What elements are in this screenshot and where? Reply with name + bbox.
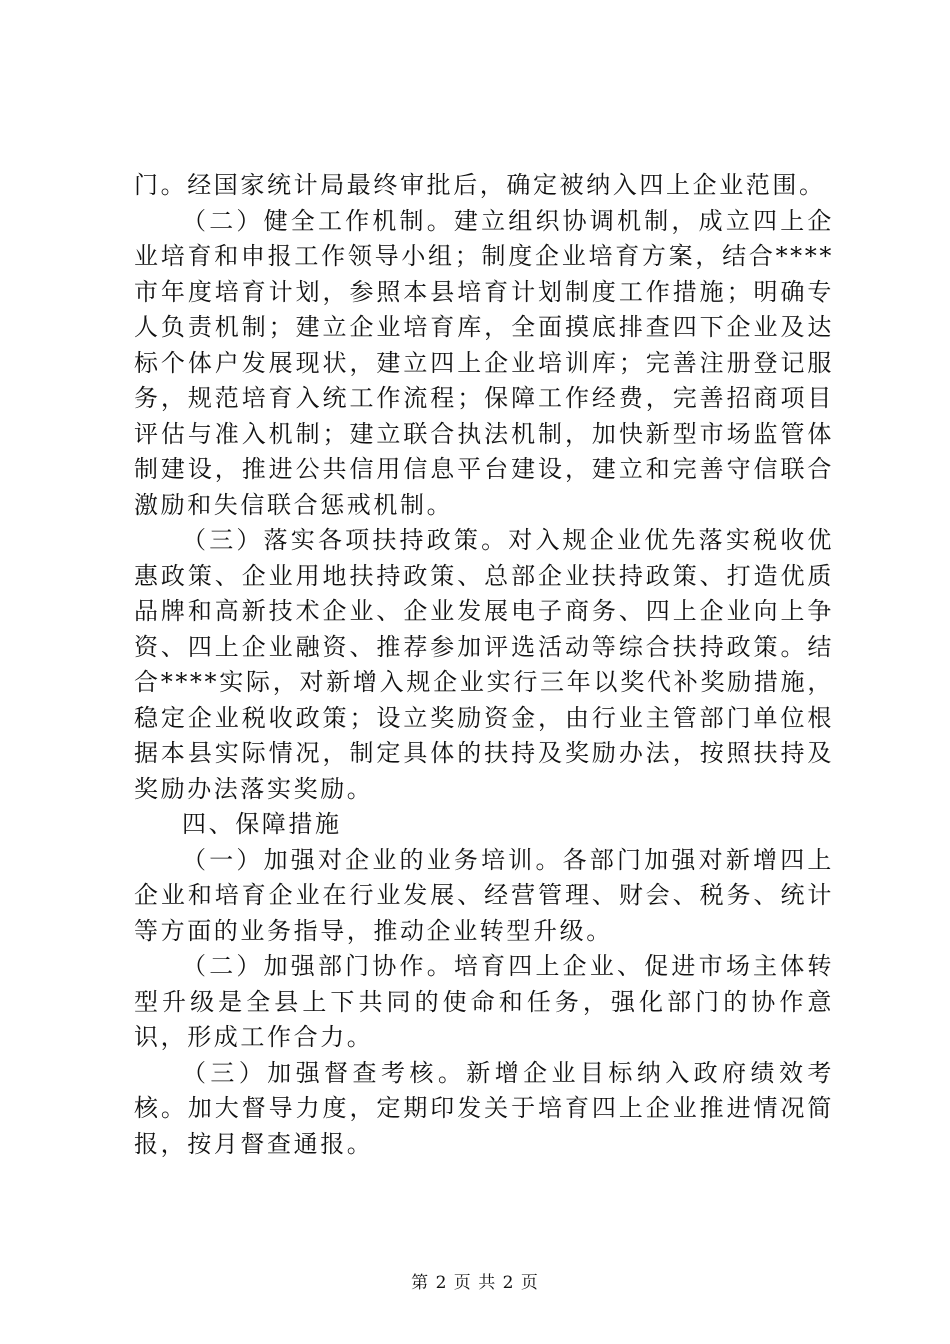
paragraph-support-policy: （三）落实各项扶持政策。对入规企业优先落实税收优惠政策、企业用地扶持政策、总部企业扶持政策、打造优质品牌和高新技术企业、企业发展电子商务、四上企业向上争资、四上企业融资、推荐参加评选活动等综合扶持政策。结合****实际，对新增入规企业实行三年以奖代补奖励措施，稳定企业税收政策；设立奖励资金，由行业主管部门单位根据本县实际情况，制定具体的扶持及奖励办法，按照扶持及奖励办法落实奖励。 <box>134 526 834 803</box>
paragraph-continuation: 门。经国家统计局最终审批后，确定被纳入四上企业范围。 <box>134 171 826 199</box>
section-heading-safeguards: 四、保障措施 <box>182 810 342 838</box>
page-number-footer: 第 2 页 共 2 页 <box>411 1273 539 1293</box>
paragraph-business-training: （一）加强对企业的业务培训。各部门加强对新增四上企业和培育企业在行业发展、经营管理、财会、税务、统计等方面的业务指导，推动企业转型升级。 <box>134 845 834 945</box>
paragraph-work-mechanism: （二）健全工作机制。建立组织协调机制，成立四上企业培育和申报工作领导小组；制度企业培育方案，结合****市年度培育计划，参照本县培育计划制度工作措施；明确专人负责机制；建立企业培育库，全面摸底排查四下企业及达标个体户发展现状，建立四上企业培训库；完善注册登记服务，规范培育入统工作流程；保障工作经费，完善招商项目评估与准入机制；建立联合执法机制，加快新型市场监管体制建设，推进公共信用信息平台建设，建立和完善守信联合激励和失信联合惩戒机制。 <box>134 206 834 519</box>
paragraph-supervision-assessment: （三）加强督查考核。新增企业目标纳入政府绩效考核。加大督导力度，定期印发关于培育四上企业推进情况简报，按月督查通报。 <box>134 1058 834 1158</box>
paragraph-department-cooperation: （二）加强部门协作。培育四上企业、促进市场主体转型升级是全县上下共同的使命和任务，强化部门的协作意识，形成工作合力。 <box>134 952 834 1051</box>
document-body <box>134 168 834 1162</box>
